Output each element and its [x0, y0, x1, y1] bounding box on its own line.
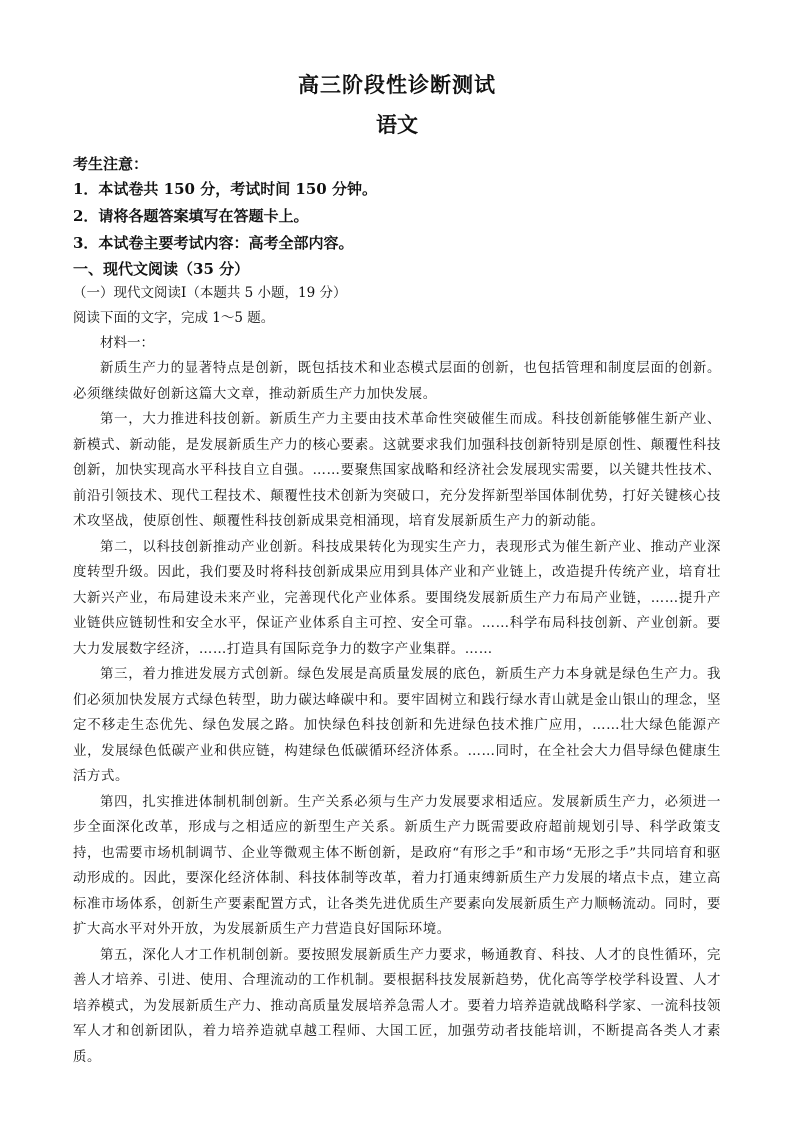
notice-item-1: 1．本试卷共 150 分，考试时间 150 分钟。	[73, 180, 377, 198]
paragraph-third: 第三，着力推进发展方式创新。绿色发展是高质量发展的底色，新质生产力本身就是绿色生产力。我们必须加快发展方式绿色转型，助力碳达峰碳中和。要牢固树立和践行绿水青山就是金山银山的理念，坚定不移走生态优先、绿色发展之路。加快绿色科技创新和先进绿色技术推广应用，……壮大绿色能源产业，发展绿色低碳产业和供应链，构建绿色低碳循环经济体系。……同时，在全社会大力倡导绿色健康生活方式。	[73, 667, 721, 784]
section-heading: 一、现代文阅读（35 分）	[73, 260, 250, 278]
sub-section-heading: （一）现代文阅读Ⅰ（本题共 5 小题，19 分）	[73, 285, 347, 301]
paragraph-second: 第二，以科技创新推动产业创新。科技成果转化为现实生产力，表现形式为催生新产业、推动产业深度转型升级。因此，我们要及时将科技创新成果应用到具体产业和产业链上，改造提升传统产业，培育壮大新兴产业，布局建设未来产业，完善现代化产业体系。要围绕发展新质生产力布局产业链，……提升产业链供应链韧性和安全水平，保证产业体系自主可控、安全可靠。……科学布局科技创新、产业创新。要大力发展数字经济，……打造具有国际竞争力的数字产业集群。……	[73, 539, 721, 657]
exam-title: 高三阶段性诊断测试	[298, 72, 496, 97]
paragraph-fourth: 第四，扎实推进体制机制创新。生产关系必须与生产力发展要求相适应。发展新质生产力，必须进一步全面深化改革，形成与之相适应的新型生产关系。新质生产力既需要政府超前规划引导、科学政策支持，也需要市场机制调节、企业等微观主体不断创新，是政府“有形之手”和市场“无形之手”共同培育和驱动形成的。因此，要深化经济体制、科技体制等改革，着力打通束缚新质生产力发展的堵点卡点，建立高标准市场体系，创新生产要素配置方式，让各类先进优质生产要素向发展新质生产力顺畅流动。同时，要扩大高水平对外开放，为发展新质生产力营造良好国际环境。	[73, 794, 721, 937]
paragraph-fifth: 第五，深化人才工作机制创新。要按照发展新质生产力要求，畅通教育、科技、人才的良性循环，完善人才培养、引进、使用、合理流动的工作机制。要根据科技发展新趋势，优化高等学校学科设置、人才培养模式，为发展新质生产力、推动高质量发展培养急需人才。要着力培养造就战略科学家、一流科技领军人才和创新团队，着力培养造就卓越工程师、大国工匠，加强劳动者技能培训，不断提高各类人才素质。	[73, 947, 721, 1065]
paragraph-intro: 新质生产力的显著特点是创新，既包括技术和业态模式层面的创新，也包括管理和制度层面的创新。必须继续做好创新这篇大文章，推动新质生产力加快发展。	[73, 361, 721, 402]
notice-heading: 考生注意：	[73, 155, 149, 173]
material-label: 材料一：	[100, 335, 154, 351]
paragraph-first: 第一，大力推进科技创新。新质生产力主要由技术革命性突破催生而成。科技创新能够催生新产业、新模式、新动能，是发展新质生产力的核心要素。这就要求我们加强科技创新特别是原创性、颠覆性科技创新，加快实现高水平科技自立自强。……要聚焦国家战略和经济社会发展现实需要，以关键共性技术、前沿引领技术、现代工程技术、颠覆性技术创新为突破口，充分发挥新型举国体制优势，打好关键核心技术攻坚战，使原创性、颠覆性科技创新成果竞相涌现，培育发展新质生产力的新动能。	[73, 412, 721, 529]
document-page	[73, 62, 721, 1070]
reading-instruction: 阅读下面的文字，完成 1～5 题。	[73, 310, 275, 326]
notice-item-2: 2．请将各题答案填写在答题卡上。	[73, 207, 309, 225]
notice-item-3: 3．本试卷主要考试内容：高考全部内容。	[73, 234, 354, 252]
exam-subject: 语文	[376, 112, 418, 137]
